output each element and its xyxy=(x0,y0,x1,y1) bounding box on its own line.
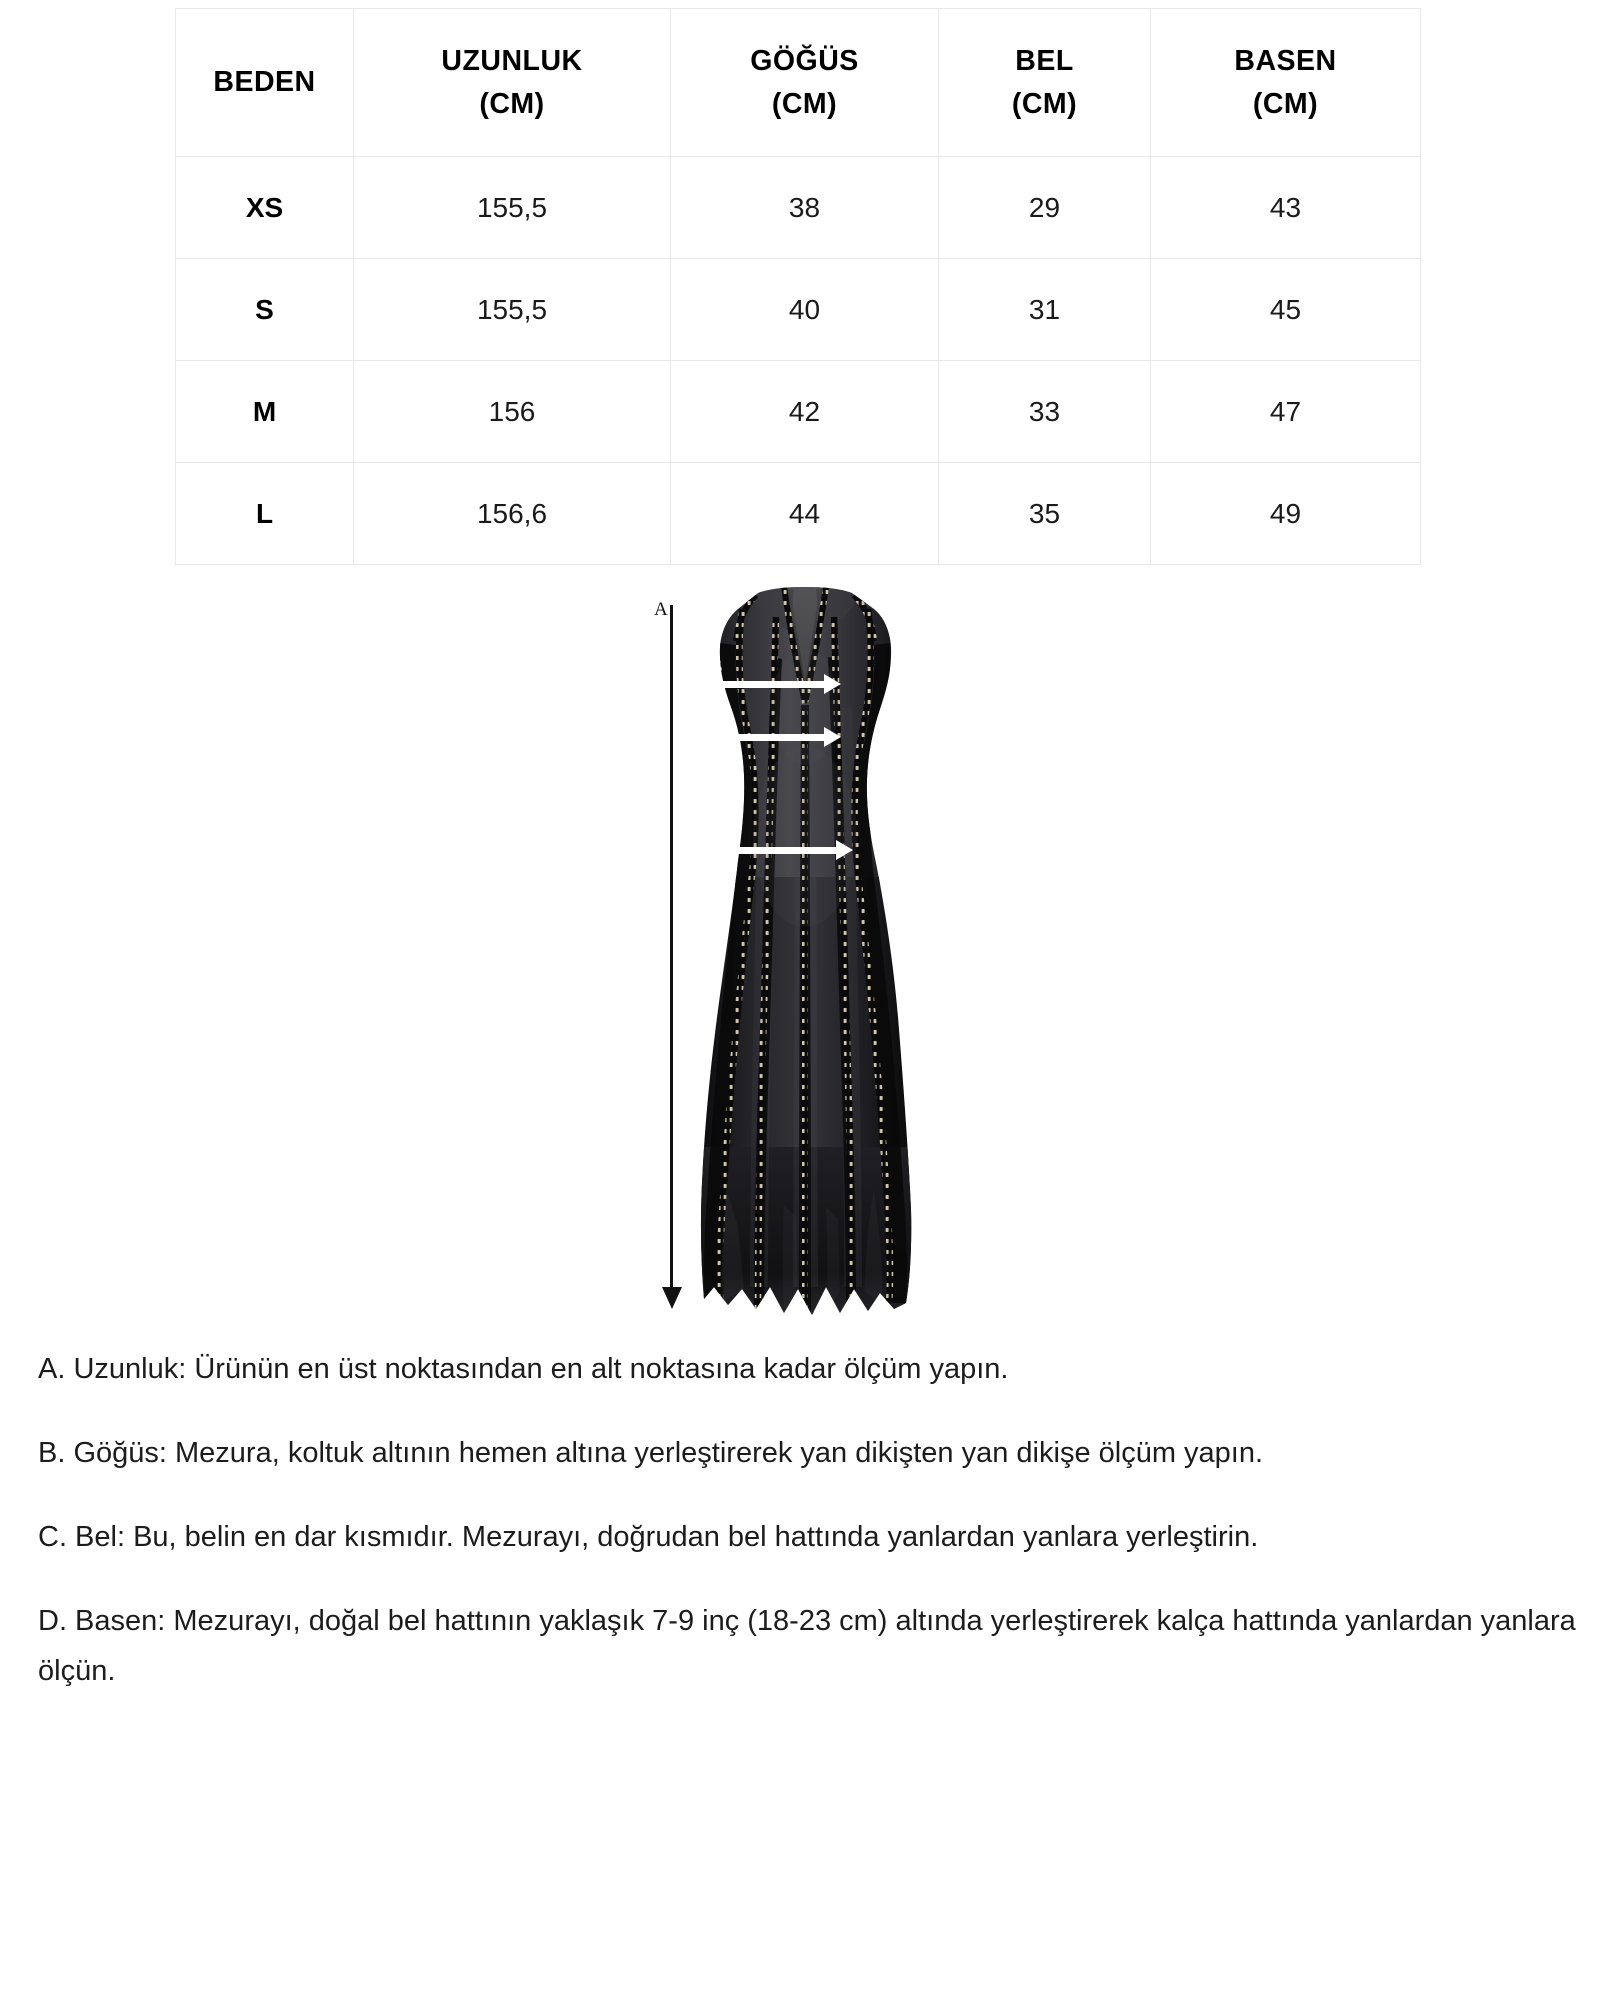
cell-size-s: S xyxy=(176,259,354,361)
column-header-uzunluk xyxy=(354,9,671,157)
measurement-diagram xyxy=(0,585,1600,1330)
column-header-uzunluk-unit: (CM) xyxy=(479,87,545,120)
column-header-bel xyxy=(939,9,1151,157)
measurement-diagram-inner xyxy=(640,585,960,1330)
column-header-gogus-unit: (CM) xyxy=(771,87,838,120)
cell-bel-l: 35 xyxy=(939,463,1151,565)
table-row xyxy=(176,361,1421,463)
cell-gogus-s: 40 xyxy=(671,259,939,361)
column-header-basen-unit: (CM) xyxy=(1252,87,1319,120)
column-header-gogus xyxy=(671,9,939,157)
dress-svg xyxy=(698,587,913,1327)
cell-gogus-xs: 38 xyxy=(671,157,939,259)
column-header-bel-title: BEL xyxy=(1015,45,1074,78)
cell-uzunluk-m: 156 xyxy=(354,361,671,463)
cell-bel-s: 31 xyxy=(939,259,1151,361)
column-header-bel-unit: (CM) xyxy=(1011,87,1078,120)
column-header-basen xyxy=(1151,9,1421,157)
cell-uzunluk-l: 156,6 xyxy=(354,463,671,565)
cell-size-m: M xyxy=(176,361,354,463)
table-body xyxy=(176,157,1421,565)
instruction-b: B. Göğüs: Mezura, koltuk altının hemen altına yerleştirerek yan dikişten yan dikişe ölçüm yapın. xyxy=(38,1436,1264,1469)
column-header-gogus-title: GÖĞÜS xyxy=(750,45,859,78)
table-row xyxy=(176,463,1421,565)
marker-label-c: C xyxy=(710,706,725,731)
cell-bel-xs: 29 xyxy=(939,157,1151,259)
instruction-c: C. Bel: Bu, belin en dar kısmıdır. Mezurayı, doğrudan bel hattında yanlardan yanlara yerleştirin. xyxy=(38,1520,1259,1553)
size-chart-table-container xyxy=(175,8,1420,565)
cell-bel-m: 33 xyxy=(939,361,1151,463)
bust-measure-arrow-icon xyxy=(708,681,826,688)
cell-gogus-m: 42 xyxy=(671,361,939,463)
cell-basen-xs: 43 xyxy=(1151,157,1421,259)
measurement-instructions xyxy=(38,1345,1583,1696)
cell-size-xs: XS xyxy=(176,157,354,259)
column-header-basen-title: BASEN xyxy=(1234,45,1337,78)
length-axis-arrowhead-icon xyxy=(662,1287,682,1309)
cell-basen-l: 49 xyxy=(1151,463,1421,565)
cell-uzunluk-s: 155,5 xyxy=(354,259,671,361)
cell-basen-s: 45 xyxy=(1151,259,1421,361)
column-header-beden-title: BEDEN xyxy=(213,66,316,99)
cell-size-l: L xyxy=(176,463,354,565)
instruction-a: A. Uzunluk: Ürünün en üst noktasından en alt noktasına kadar ölçüm yapın. xyxy=(38,1353,1009,1385)
table-header xyxy=(176,9,1421,157)
column-header-uzunluk-title: UZUNLUK xyxy=(441,45,583,78)
table-header-row xyxy=(176,9,1421,157)
marker-label-a: A xyxy=(654,599,668,620)
waist-measure-arrow-icon xyxy=(696,734,826,741)
length-axis-line xyxy=(670,605,673,1295)
marker-label-d: D xyxy=(700,819,716,844)
size-chart-table xyxy=(175,8,1421,565)
cell-uzunluk-xs: 155,5 xyxy=(354,157,671,259)
dress-illustration xyxy=(698,587,913,1327)
marker-label-b: B xyxy=(708,653,723,678)
table-row xyxy=(176,259,1421,361)
hip-measure-arrow-icon xyxy=(690,847,838,854)
cell-basen-m: 47 xyxy=(1151,361,1421,463)
instruction-d: D. Basen: Mezurayı, doğal bel hattının yaklaşık 7-9 inç (18-23 cm) altında yerleştirerek kalça hattında yanlardan yanlara ölçün. xyxy=(38,1604,1576,1687)
table-row xyxy=(176,157,1421,259)
cell-gogus-l: 44 xyxy=(671,463,939,565)
column-header-beden xyxy=(176,9,354,157)
